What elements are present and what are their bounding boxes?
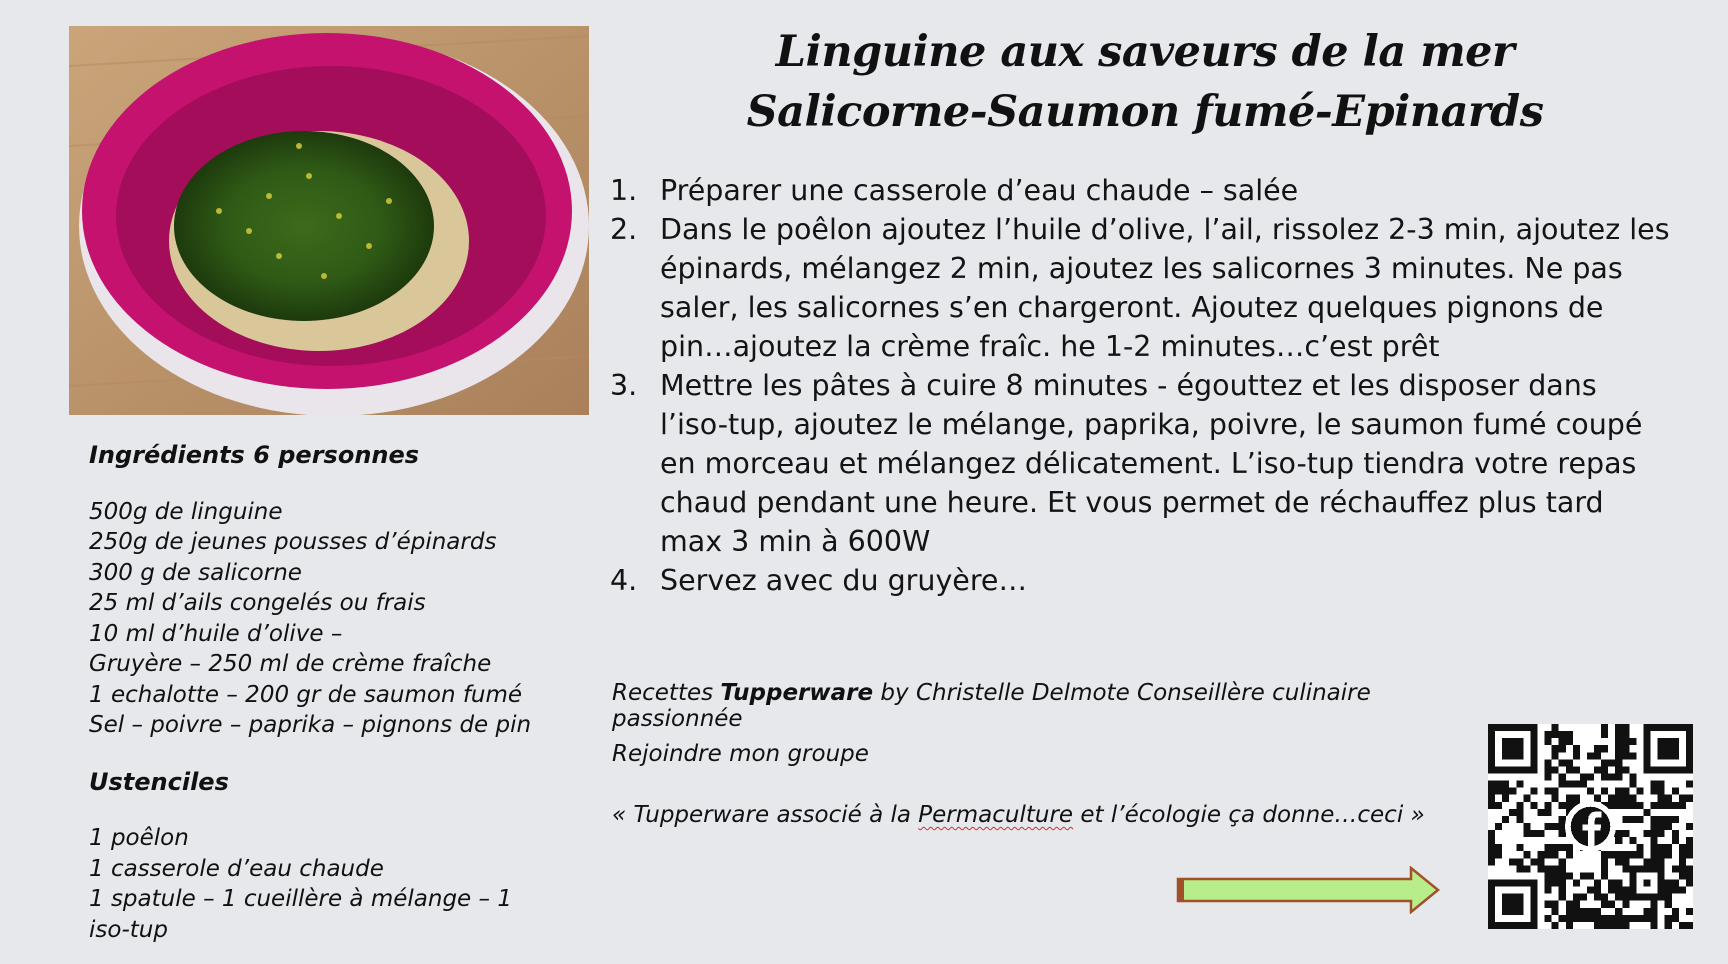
step-text: Dans le poêlon ajoutez l’huile d’olive, l’ail, rissolez 2-3 min, ajoutez les épinards, mélangez 2 min, ajoutez les salicornes 3 minutes. Ne pas saler, les salicornes s’en chargeront. Ajoutez quelques pignons de pin…ajoutez la crème fraîc. he 1-2 minutes…c’est prêt bbox=[660, 213, 1670, 363]
ustensiles-heading: Ustenciles bbox=[89, 767, 229, 796]
title-line-2: Salicorne-Saumon fumé-Epinards bbox=[746, 87, 1544, 137]
list-item: Sel – poivre – paprika – pignons de pin bbox=[89, 712, 532, 738]
list-item: 1 poêlon bbox=[89, 825, 189, 851]
ingredients-heading: Ingrédients 6 personnes bbox=[89, 441, 420, 469]
pasta-bowl-image bbox=[69, 26, 589, 415]
list-item: 250g de jeunes pousses d’épinards bbox=[89, 529, 497, 555]
list-item: 1 casserole d’eau chaude bbox=[89, 855, 384, 882]
step-number: 3. bbox=[610, 369, 638, 402]
facebook-icon bbox=[1565, 801, 1616, 852]
list-item: 1 echalotte – 200 gr de saumon fumé bbox=[89, 681, 523, 708]
step-number: 2. bbox=[610, 213, 638, 246]
brand-name: Tupperware bbox=[720, 680, 874, 706]
group-name-before: « Tupperware associé à la bbox=[612, 802, 919, 828]
list-item: 300 g de salicorne bbox=[89, 559, 302, 586]
step-item bbox=[610, 366, 1670, 561]
step-item bbox=[610, 171, 1670, 210]
ingredients-list bbox=[89, 497, 559, 741]
recipe-photo bbox=[69, 26, 589, 415]
step-text: Servez avec du gruyère… bbox=[660, 564, 1027, 597]
credit-prefix: Recettes bbox=[612, 680, 721, 706]
step-item bbox=[610, 210, 1670, 366]
author-credit bbox=[612, 680, 1492, 732]
step-item bbox=[610, 561, 1670, 600]
credit-suffix: by Christelle Delmote Conseillère culinaire passionnée bbox=[612, 680, 1371, 732]
step-number: 4. bbox=[610, 564, 638, 597]
title-line-1: Linguine aux saveurs de la mer bbox=[775, 27, 1515, 77]
group-name-underlined: Permaculture bbox=[918, 802, 1074, 828]
ingredients-panel bbox=[89, 440, 559, 945]
qr-code-image bbox=[1488, 724, 1693, 929]
ustensiles-list bbox=[89, 823, 559, 945]
qr-code-icon[interactable] bbox=[1488, 724, 1693, 929]
group-name[interactable] bbox=[612, 802, 1425, 828]
group-name-after: et l’écologie ça donne…ceci » bbox=[1073, 802, 1425, 828]
right-arrow-icon bbox=[1176, 866, 1441, 914]
step-text: Mettre les pâtes à cuire 8 minutes - égouttez et les disposer dans l’iso-tup, ajoutez le mélange, paprika, poivre, le saumon fumé coupé en morceau et mélangez délicatement. L’iso-tup tiendra votre repas chaud pendant une heure. Et vous permet de réchauffez plus tard max 3 min à 600W bbox=[660, 369, 1643, 558]
list-item: 10 ml d’huile d’olive – bbox=[89, 620, 343, 647]
list-item: 1 spatule – 1 cueillère à mélange – 1 iso-tup bbox=[89, 886, 512, 943]
list-item: 500g de linguine bbox=[89, 498, 283, 525]
recipe-steps bbox=[610, 171, 1670, 600]
list-item: Gruyère – 250 ml de crème fraîche bbox=[89, 651, 492, 677]
recipe-title bbox=[600, 22, 1690, 142]
step-number: 1. bbox=[610, 174, 638, 207]
list-item: 25 ml d’ails congelés ou frais bbox=[89, 590, 426, 616]
join-group-text: Rejoindre mon groupe bbox=[612, 741, 869, 767]
step-text: Préparer une casserole d’eau chaude – salée bbox=[660, 174, 1299, 207]
